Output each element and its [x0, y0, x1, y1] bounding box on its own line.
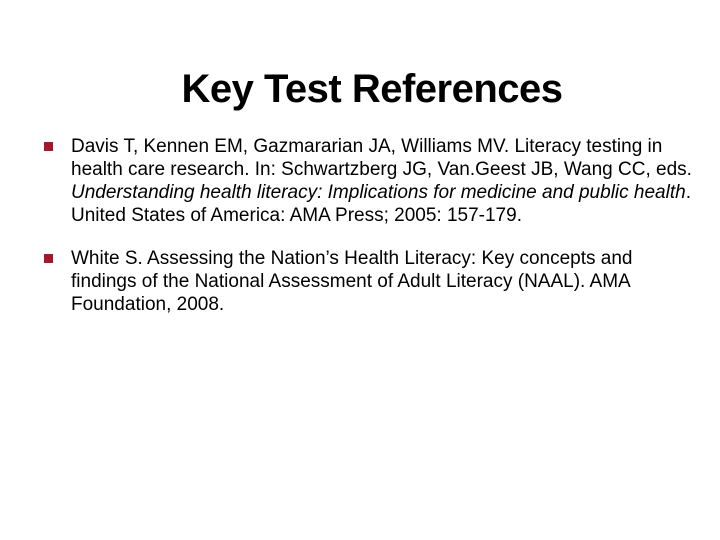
reference-text-part: . United States of America: AMA Press; 2005: 157-179. — [71, 182, 691, 226]
reference-list — [44, 135, 694, 336]
reference-text — [71, 136, 692, 226]
reference-text — [71, 248, 633, 315]
square-bullet-icon — [44, 254, 53, 263]
reference-title: Understanding health literacy: Implications for medicine and public health — [71, 182, 686, 203]
reference-text-part: White S. Assessing the Nation’s Health Literacy: Key concepts and findings of the National Assessment of Adult Literacy (NAAL). AMA Foundation, 2008. — [71, 248, 633, 315]
reference-text-part: Davis T, Kennen EM, Gazmararian JA, Williams MV. Literacy testing in health care research. In: Schwartzberg JG, Van.Geest JB, Wang CC, eds. — [71, 136, 692, 180]
slide-title: Key Test References — [181, 66, 563, 111]
square-bullet-icon — [44, 142, 53, 151]
reference-item — [44, 135, 694, 227]
reference-item — [44, 247, 694, 316]
